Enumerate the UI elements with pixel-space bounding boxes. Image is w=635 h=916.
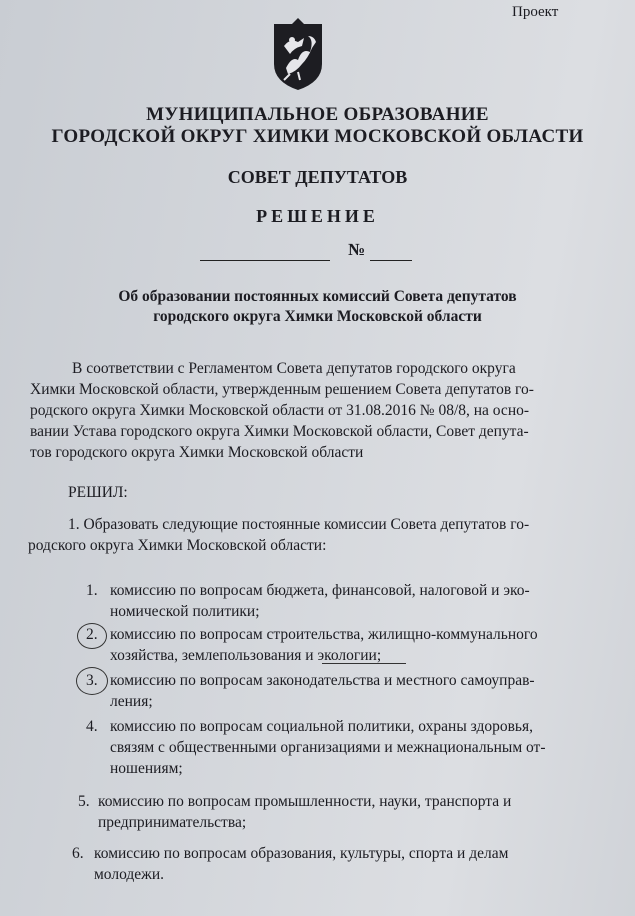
number-blank-line [370,260,412,261]
commission-text: молодежи. [94,866,165,883]
number-sign: № [348,240,366,259]
point1-line: 1. Образовать следующие постоянные комиссии Совета депутатов го- [68,516,530,533]
org-name-line2: ГОРОДСКОЙ ОКРУГ ХИМКИ МОСКОВСКОЙ ОБЛАСТИ [51,126,584,147]
commission-number: 2. [86,626,98,643]
commission-text: предпринимательства; [98,814,247,831]
commission-text: номической политики; [110,603,260,620]
subject-line1: Об образовании постоянных комиссий Совета депутатов [118,288,517,305]
subject-line2: городского округа Химки Московской области [153,308,482,325]
commission-text: ношениям; [110,760,183,777]
commission-text: комиссию по вопросам промышленности, науки, транспорта и [98,793,512,810]
commission-text: хозяйства, землепользования и экологии; [110,647,382,664]
preamble-line: вании Устава городского округа Химки Московской области, Совет депута- [30,423,529,440]
date-blank-line [200,260,330,261]
preamble-line: Химки Московской области, утвержденным решением Совета депутатов го- [30,381,534,398]
document-type: РЕШЕНИЕ [256,206,379,226]
commission-text: комиссию по вопросам строительства, жилищно-коммунального [110,626,538,643]
point1-line: родского округа Химки Московской области: [28,537,327,554]
council-title: СОВЕТ ДЕПУТАТОВ [227,167,408,187]
preamble-line: тов городского округа Химки Московской области [30,444,364,461]
resolved-label: РЕШИЛ: [68,484,128,501]
commission-number: 3. [86,672,98,689]
commission-text: комиссию по вопросам образования, культуры, спорта и делам [94,845,509,862]
commission-text: комиссию по вопросам социальной политики, охраны здоровья, [110,718,533,735]
coat-of-arms-emblem [268,18,328,92]
commission-text: связям с общественными организациями и межнациональным от- [110,739,546,756]
commission-text: комиссию по вопросам законодательства и местного самоуправ- [110,672,535,689]
draft-label: Проект [512,4,559,20]
commission-number: 4. [86,718,98,735]
preamble-line: В соответствии с Регламентом Совета депутатов городского округа [72,360,516,377]
commission-number: 6. [72,845,84,862]
commission-number: 1. [86,582,98,599]
org-name-line1: МУНИЦИПАЛЬНОЕ ОБРАЗОВАНИЕ [146,104,489,125]
commission-text: ления; [110,693,153,710]
preamble-line: родского округа Химки Московской области от 31.08.2016 № 08/8, на осно- [30,402,530,419]
handwritten-underline-mark [322,663,406,664]
commission-text: комиссию по вопросам бюджета, финансовой, налоговой и эко- [110,582,530,599]
commission-number: 5. [78,793,90,810]
